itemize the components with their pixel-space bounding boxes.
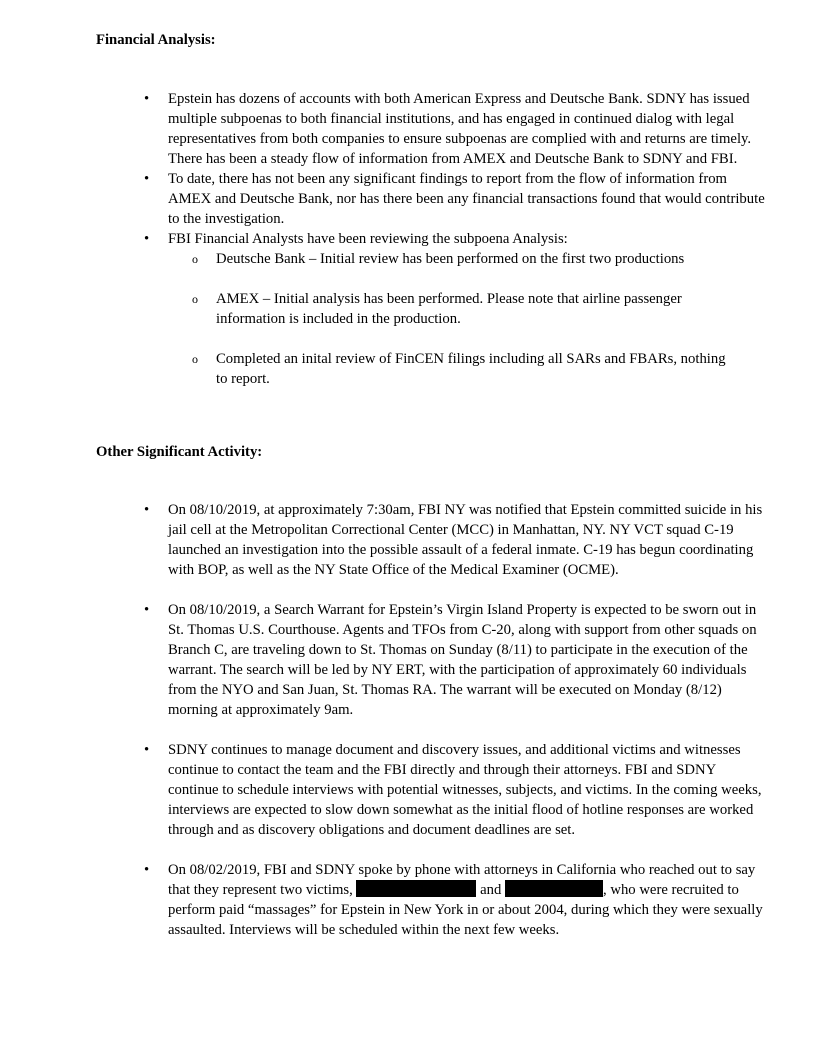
other-activity-heading: Other Significant Activity: — [96, 444, 263, 460]
other-activity-list — [0, 500, 816, 960]
bullet-text: Epstein has dozens of accounts with both American Express and Deutsche Bank. SDNY has issued multiple subpoenas to both financial institutions, and has engaged in continued dialog with legal representatives from both companies to ensure subpoenas are complied with and returns are timely. There has been a steady flow of information from AMEX and Deutsche Bank to SDNY and FBI. — [168, 91, 752, 167]
sub-list-item — [168, 349, 736, 389]
redaction-box — [356, 880, 476, 897]
bullet-text-part-3: , who were recruited to perform paid “massages” for Epstein in New York in or about 2004, during which they were sexually assaulted. Interviews will be scheduled within the next few weeks. — [168, 882, 763, 938]
bullet-icon: • — [144, 862, 150, 878]
redaction-box — [505, 880, 603, 897]
bullet-icon: • — [144, 91, 150, 107]
list-item — [0, 89, 768, 169]
sub-list-item — [168, 249, 736, 269]
list-item — [0, 229, 768, 389]
sub-bullet-text: Deutsche Bank – Initial review has been performed on the first two productions — [216, 251, 685, 267]
list-item — [0, 500, 768, 580]
bullet-icon: • — [144, 502, 150, 518]
bullet-icon: • — [144, 742, 150, 758]
bullet-text: To date, there has not been any significant findings to report from the flow of information from AMEX and Deutsche Bank, nor has there been any financial transactions found that would contribute to the investigation. — [168, 171, 765, 227]
list-item — [0, 740, 768, 840]
sub-bullet-icon: o — [192, 252, 198, 266]
bullet-text: On 08/10/2019, at approximately 7:30am, FBI NY was notified that Epstein committed suicide in his jail cell at the Metropolitan Correctional Center (MCC) in Manhattan, NY. NY VCT squad C-19 launched an investigation into the possible assault of a federal inmate. C-19 has begun coordinating with BOP, as well as the NY State Office of the Medical Examiner (OCME). — [168, 502, 763, 578]
bullet-text: On 08/10/2019, a Search Warrant for Epstein’s Virgin Island Property is expected to be sworn out in St. Thomas U.S. Courthouse. Agents and TFOs from C-20, along with support from other squads on Branch C, are traveling down to St. Thomas on Sunday (8/11) to participate in the execution of the warrant. The search will be led by NY ERT, with the participation of approximately 60 individuals from the NYO and San Juan, St. Thomas RA. The warrant will be executed on Monday (8/12) morning at approximately 9am. — [168, 602, 757, 718]
bullet-icon: • — [144, 171, 150, 187]
list-item — [0, 169, 768, 229]
list-item — [0, 860, 768, 940]
sub-bullet-text: Completed an inital review of FinCEN filings including all SARs and FBARs, nothing to report. — [216, 351, 726, 387]
sub-list-item — [168, 289, 736, 329]
bullet-icon: • — [144, 602, 150, 618]
sub-bullet-icon: o — [192, 352, 198, 366]
sub-bullet-icon: o — [192, 292, 198, 306]
bullet-text-part-1: On 08/02/2019, FBI and SDNY spoke by phone with attorneys in California who reached out to say that they represent two victims, — [168, 862, 756, 898]
financial-analysis-list — [0, 89, 816, 409]
bullet-icon: • — [144, 231, 150, 247]
sub-bullet-text: AMEX – Initial analysis has been performed. Please note that airline passenger information is included in the production. — [216, 291, 682, 327]
list-item — [0, 600, 768, 720]
bullet-text: SDNY continues to manage document and discovery issues, and additional victims and witnesses continue to contact the team and the FBI directly and through their attorneys. FBI and SDNY continue to schedule interviews with potential witnesses, subjects, and victims. In the coming weeks, interviews are expected to slow down somewhat as the initial flood of hotline responses are worked through and as discovery obligations and document deadlines are set. — [168, 742, 762, 838]
bullet-text: FBI Financial Analysts have been reviewing the subpoena Analysis: — [168, 231, 568, 247]
bullet-text-part-2: and — [476, 882, 506, 898]
financial-analysis-heading: Financial Analysis: — [96, 32, 216, 48]
subpoena-analysis-sublist — [168, 249, 768, 389]
